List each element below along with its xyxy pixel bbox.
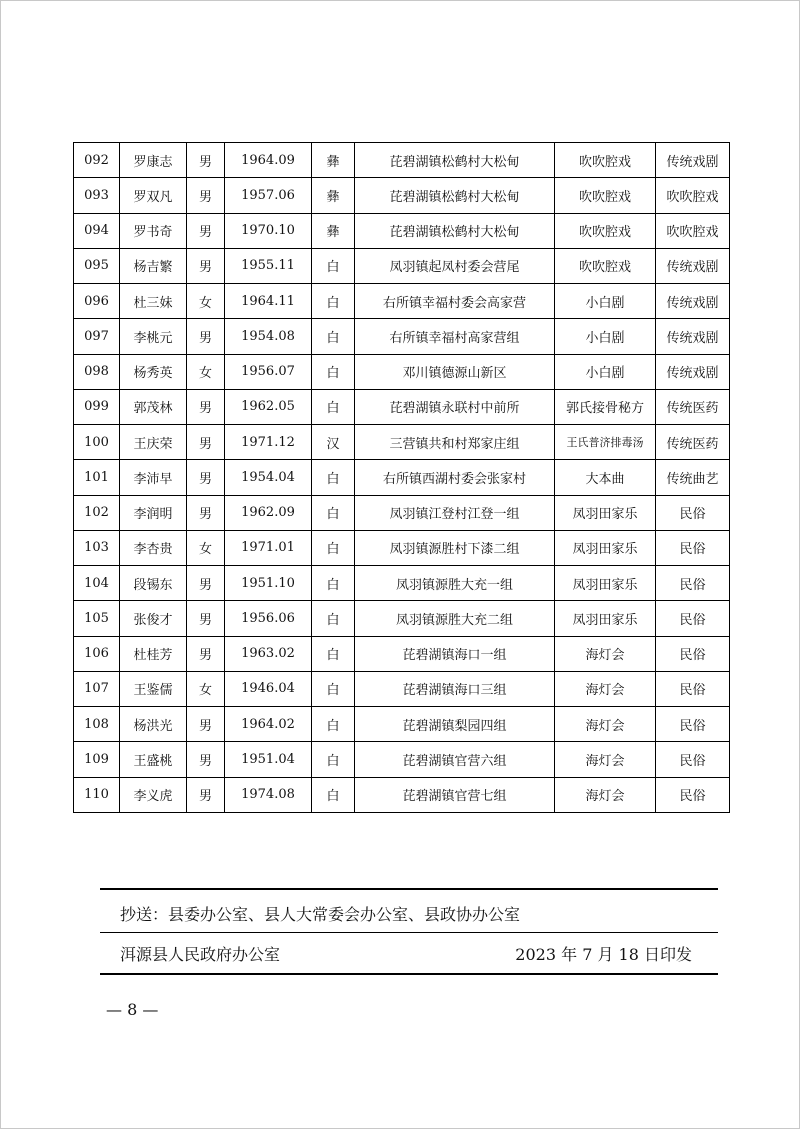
cell-project: 凤羽田家乐 bbox=[555, 530, 656, 565]
cell-birth-date: 1974.08 bbox=[225, 777, 312, 812]
cell-category: 民俗 bbox=[656, 636, 730, 671]
cell-row-number: 110 bbox=[74, 777, 120, 812]
cell-name: 郭茂林 bbox=[120, 389, 187, 424]
cell-ethnicity: 白 bbox=[312, 248, 355, 283]
cell-category: 传统戏剧 bbox=[656, 248, 730, 283]
cell-gender: 女 bbox=[187, 530, 225, 565]
cell-name: 李义虎 bbox=[120, 777, 187, 812]
cell-address: 右所镇幸福村委会高家营 bbox=[355, 284, 555, 319]
cell-gender: 男 bbox=[187, 213, 225, 248]
cell-project: 凤羽田家乐 bbox=[555, 566, 656, 601]
cell-project: 海灯会 bbox=[555, 777, 656, 812]
cell-address: 芘碧湖镇梨园四组 bbox=[355, 707, 555, 742]
cell-project: 吹吹腔戏 bbox=[555, 178, 656, 213]
cell-name: 王盛桃 bbox=[120, 742, 187, 777]
cell-address: 芘碧湖镇官营六组 bbox=[355, 742, 555, 777]
cell-name: 李杏贵 bbox=[120, 530, 187, 565]
cell-category: 民俗 bbox=[656, 742, 730, 777]
table-row bbox=[74, 601, 730, 636]
cell-gender: 男 bbox=[187, 178, 225, 213]
cell-project: 吹吹腔戏 bbox=[555, 143, 656, 178]
cell-gender: 男 bbox=[187, 636, 225, 671]
cell-row-number: 106 bbox=[74, 636, 120, 671]
table-row bbox=[74, 143, 730, 178]
cell-project: 郭氏接骨秘方 bbox=[555, 389, 656, 424]
cell-address: 凤羽镇源胜大充一组 bbox=[355, 566, 555, 601]
cell-ethnicity: 白 bbox=[312, 742, 355, 777]
cell-category: 民俗 bbox=[656, 495, 730, 530]
cell-row-number: 092 bbox=[74, 143, 120, 178]
cell-address: 右所镇西湖村委会张家村 bbox=[355, 460, 555, 495]
cell-ethnicity: 彝 bbox=[312, 213, 355, 248]
cell-gender: 女 bbox=[187, 354, 225, 389]
cell-gender: 男 bbox=[187, 389, 225, 424]
cell-gender: 男 bbox=[187, 742, 225, 777]
cell-ethnicity: 白 bbox=[312, 354, 355, 389]
cell-name: 李润明 bbox=[120, 495, 187, 530]
cell-gender: 男 bbox=[187, 777, 225, 812]
cell-project: 凤羽田家乐 bbox=[555, 601, 656, 636]
cell-project: 吹吹腔戏 bbox=[555, 213, 656, 248]
cell-category: 传统戏剧 bbox=[656, 354, 730, 389]
table-row bbox=[74, 460, 730, 495]
cell-name: 罗书奇 bbox=[120, 213, 187, 248]
cell-ethnicity: 白 bbox=[312, 707, 355, 742]
cell-address: 三营镇共和村郑家庄组 bbox=[355, 425, 555, 460]
cell-ethnicity: 白 bbox=[312, 601, 355, 636]
cell-ethnicity: 白 bbox=[312, 284, 355, 319]
cell-gender: 男 bbox=[187, 143, 225, 178]
cell-row-number: 098 bbox=[74, 354, 120, 389]
cell-birth-date: 1962.09 bbox=[225, 495, 312, 530]
cell-address: 芘碧湖镇松鹤村大松甸 bbox=[355, 143, 555, 178]
cell-ethnicity: 彝 bbox=[312, 178, 355, 213]
cc-line: 抄送：县委办公室、县人大常委会办公室、县政协办公室 bbox=[120, 905, 521, 924]
cell-row-number: 109 bbox=[74, 742, 120, 777]
footer-rule-top bbox=[100, 888, 718, 890]
cell-project: 小白剧 bbox=[555, 284, 656, 319]
cell-birth-date: 1956.07 bbox=[225, 354, 312, 389]
cell-name: 李桃元 bbox=[120, 319, 187, 354]
cell-name: 王庆荣 bbox=[120, 425, 187, 460]
cell-row-number: 093 bbox=[74, 178, 120, 213]
cell-birth-date: 1962.05 bbox=[225, 389, 312, 424]
footer-rule-bottom bbox=[100, 973, 718, 975]
cell-gender: 女 bbox=[187, 284, 225, 319]
cell-row-number: 099 bbox=[74, 389, 120, 424]
cell-row-number: 094 bbox=[74, 213, 120, 248]
footer-rule-middle bbox=[100, 932, 718, 933]
cell-address: 芘碧湖镇松鹤村大松甸 bbox=[355, 213, 555, 248]
table-row bbox=[74, 284, 730, 319]
cell-address: 芘碧湖镇松鹤村大松甸 bbox=[355, 178, 555, 213]
cell-category: 传统医药 bbox=[656, 389, 730, 424]
cell-row-number: 105 bbox=[74, 601, 120, 636]
cell-birth-date: 1971.12 bbox=[225, 425, 312, 460]
cell-birth-date: 1964.02 bbox=[225, 707, 312, 742]
cell-gender: 男 bbox=[187, 319, 225, 354]
cell-project: 小白剧 bbox=[555, 319, 656, 354]
cell-name: 杜桂芳 bbox=[120, 636, 187, 671]
cell-name: 杜三妹 bbox=[120, 284, 187, 319]
cell-name: 罗双凡 bbox=[120, 178, 187, 213]
cell-category: 民俗 bbox=[656, 777, 730, 812]
cell-name: 杨秀英 bbox=[120, 354, 187, 389]
cell-name: 杨吉繁 bbox=[120, 248, 187, 283]
table-row bbox=[74, 530, 730, 565]
table-row bbox=[74, 671, 730, 706]
cell-gender: 男 bbox=[187, 495, 225, 530]
cell-category: 吹吹腔戏 bbox=[656, 213, 730, 248]
table-row bbox=[74, 319, 730, 354]
page-number: — 8 — bbox=[106, 1000, 159, 1019]
cell-category: 传统戏剧 bbox=[656, 143, 730, 178]
table-row bbox=[74, 636, 730, 671]
cell-gender: 男 bbox=[187, 707, 225, 742]
cell-project: 大本曲 bbox=[555, 460, 656, 495]
cell-name: 杨洪光 bbox=[120, 707, 187, 742]
table-row bbox=[74, 178, 730, 213]
cell-ethnicity: 白 bbox=[312, 460, 355, 495]
cell-address: 凤羽镇源胜大充二组 bbox=[355, 601, 555, 636]
cell-gender: 男 bbox=[187, 601, 225, 636]
cell-category: 民俗 bbox=[656, 707, 730, 742]
cell-project: 海灯会 bbox=[555, 671, 656, 706]
cell-birth-date: 1971.01 bbox=[225, 530, 312, 565]
cell-address: 芘碧湖镇海口一组 bbox=[355, 636, 555, 671]
cell-row-number: 095 bbox=[74, 248, 120, 283]
cell-birth-date: 1946.04 bbox=[225, 671, 312, 706]
cell-ethnicity: 汉 bbox=[312, 425, 355, 460]
table-row bbox=[74, 213, 730, 248]
cell-row-number: 108 bbox=[74, 707, 120, 742]
cell-category: 传统曲艺 bbox=[656, 460, 730, 495]
cell-category: 传统戏剧 bbox=[656, 319, 730, 354]
cell-category: 民俗 bbox=[656, 566, 730, 601]
cell-gender: 男 bbox=[187, 460, 225, 495]
cell-row-number: 103 bbox=[74, 530, 120, 565]
cell-address: 凤羽镇江登村江登一组 bbox=[355, 495, 555, 530]
cell-ethnicity: 白 bbox=[312, 777, 355, 812]
cell-birth-date: 1964.09 bbox=[225, 143, 312, 178]
cell-row-number: 101 bbox=[74, 460, 120, 495]
cell-category: 民俗 bbox=[656, 671, 730, 706]
cell-project: 吹吹腔戏 bbox=[555, 248, 656, 283]
cell-birth-date: 1951.10 bbox=[225, 566, 312, 601]
table-row bbox=[74, 707, 730, 742]
cell-ethnicity: 彝 bbox=[312, 143, 355, 178]
cell-category: 吹吹腔戏 bbox=[656, 178, 730, 213]
cell-ethnicity: 白 bbox=[312, 495, 355, 530]
cell-ethnicity: 白 bbox=[312, 530, 355, 565]
cell-address: 凤羽镇源胜村下漆二组 bbox=[355, 530, 555, 565]
cell-project: 王氏普济排毒汤 bbox=[555, 425, 656, 460]
cell-name: 王鉴儒 bbox=[120, 671, 187, 706]
table-row bbox=[74, 389, 730, 424]
cell-ethnicity: 白 bbox=[312, 566, 355, 601]
cell-name: 段锡东 bbox=[120, 566, 187, 601]
cell-ethnicity: 白 bbox=[312, 636, 355, 671]
cell-birth-date: 1955.11 bbox=[225, 248, 312, 283]
cell-project: 凤羽田家乐 bbox=[555, 495, 656, 530]
table-row bbox=[74, 742, 730, 777]
cell-birth-date: 1964.11 bbox=[225, 284, 312, 319]
cell-row-number: 102 bbox=[74, 495, 120, 530]
cell-category: 传统戏剧 bbox=[656, 284, 730, 319]
cell-name: 李沛早 bbox=[120, 460, 187, 495]
cell-birth-date: 1956.06 bbox=[225, 601, 312, 636]
issue-date: 2023 年 7 月 18 日印发 bbox=[515, 945, 692, 964]
cell-category: 民俗 bbox=[656, 601, 730, 636]
cell-name: 罗康志 bbox=[120, 143, 187, 178]
cell-ethnicity: 白 bbox=[312, 319, 355, 354]
cell-address: 芘碧湖镇海口三组 bbox=[355, 671, 555, 706]
table-row bbox=[74, 354, 730, 389]
cell-address: 凤羽镇起凤村委会营尾 bbox=[355, 248, 555, 283]
cell-category: 传统医药 bbox=[656, 425, 730, 460]
table-row bbox=[74, 566, 730, 601]
cell-row-number: 100 bbox=[74, 425, 120, 460]
cell-row-number: 107 bbox=[74, 671, 120, 706]
cell-project: 海灯会 bbox=[555, 707, 656, 742]
cell-address: 芘碧湖镇永联村中前所 bbox=[355, 389, 555, 424]
cell-row-number: 104 bbox=[74, 566, 120, 601]
cell-birth-date: 1954.04 bbox=[225, 460, 312, 495]
cell-category: 民俗 bbox=[656, 530, 730, 565]
cell-project: 海灯会 bbox=[555, 636, 656, 671]
inheritor-table bbox=[73, 142, 730, 813]
cell-gender: 男 bbox=[187, 425, 225, 460]
cell-gender: 男 bbox=[187, 248, 225, 283]
cell-birth-date: 1957.06 bbox=[225, 178, 312, 213]
cell-ethnicity: 白 bbox=[312, 671, 355, 706]
table-row bbox=[74, 777, 730, 812]
cell-address: 芘碧湖镇官营七组 bbox=[355, 777, 555, 812]
cell-row-number: 097 bbox=[74, 319, 120, 354]
cell-birth-date: 1954.08 bbox=[225, 319, 312, 354]
cell-project: 海灯会 bbox=[555, 742, 656, 777]
table-row bbox=[74, 248, 730, 283]
cell-ethnicity: 白 bbox=[312, 389, 355, 424]
issuing-office: 洱源县人民政府办公室 bbox=[120, 945, 281, 964]
cell-gender: 女 bbox=[187, 671, 225, 706]
cell-name: 张俊才 bbox=[120, 601, 187, 636]
cell-birth-date: 1963.02 bbox=[225, 636, 312, 671]
cell-birth-date: 1951.04 bbox=[225, 742, 312, 777]
cell-address: 右所镇幸福村高家营组 bbox=[355, 319, 555, 354]
cell-project: 小白剧 bbox=[555, 354, 656, 389]
cell-gender: 男 bbox=[187, 566, 225, 601]
table-row bbox=[74, 495, 730, 530]
cell-row-number: 096 bbox=[74, 284, 120, 319]
cell-birth-date: 1970.10 bbox=[225, 213, 312, 248]
cell-address: 邓川镇德源山新区 bbox=[355, 354, 555, 389]
table-row bbox=[74, 425, 730, 460]
